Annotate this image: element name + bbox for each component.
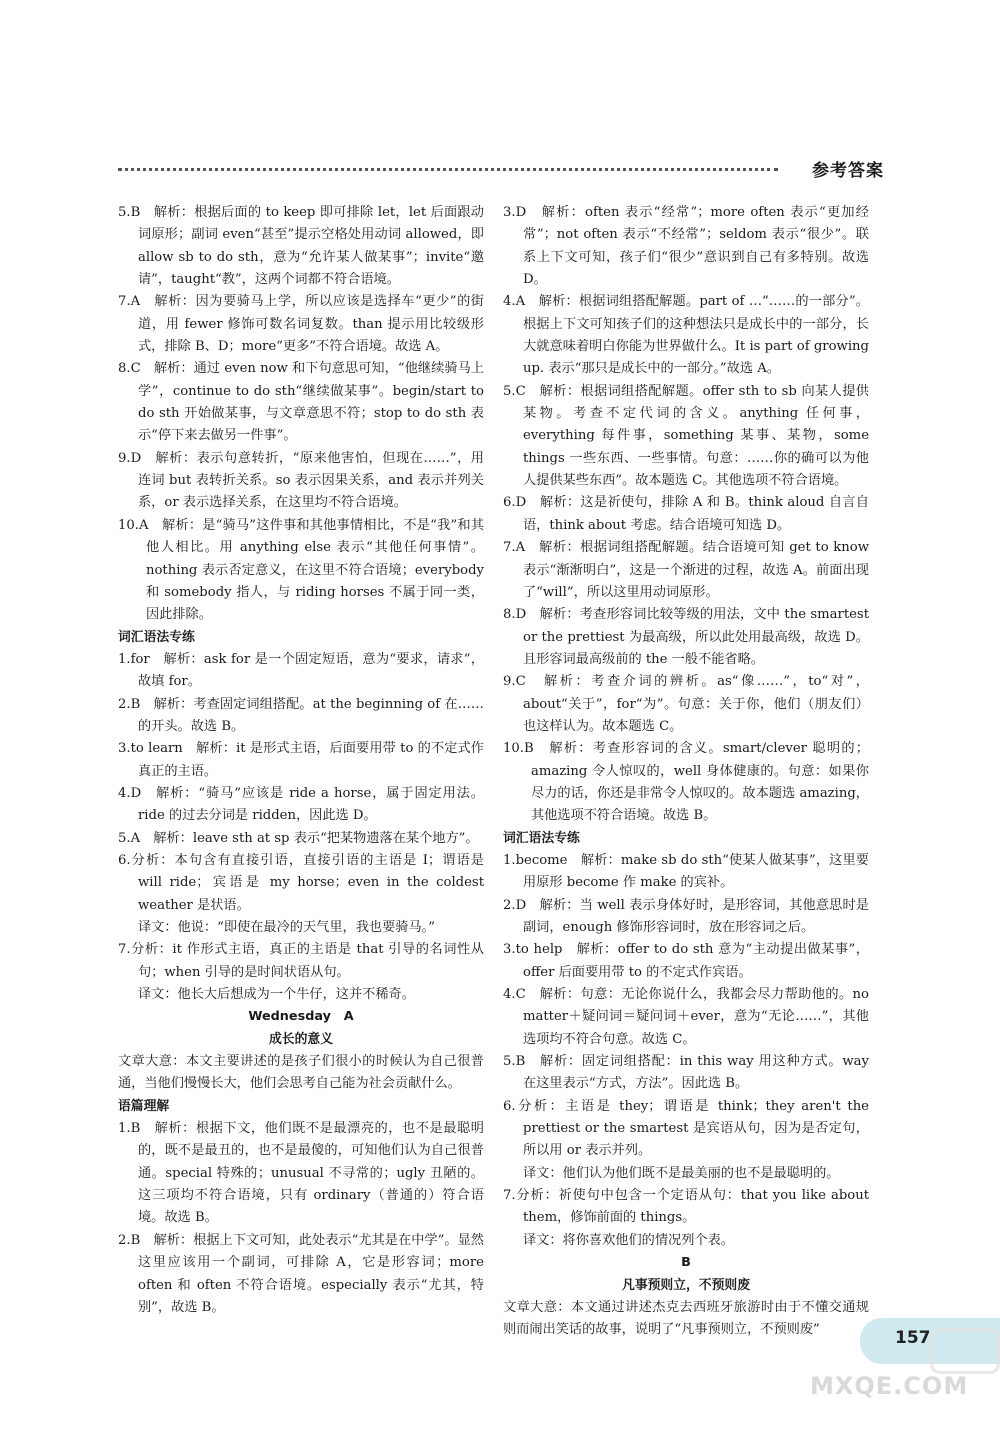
translation-line: 译文：将你喜欢他们的情况列个表。 bbox=[523, 1232, 734, 1248]
answer-entry: 8.C 解析：通过 even now 和下句意思可知，“他继续骑马上学”，continue to do sth“继续做某事”。begin/start to do sth 开始做某事，与文章意思不符；stop to do sth 表示“停下来去做另一件事”。 bbox=[118, 361, 484, 444]
answer-entry: 5.C 解析：根据词组搭配解题。offer sth to sb 向某人提供某物。考查不定代词的含义。anything 任何事，everything 每件事，something 某事、某物，some things 一些东西、一些事情。句意：……你的确可以为他人提供某些东西”。故本题选 C。其他选项不符合语境。 bbox=[503, 383, 869, 489]
answer-entry: 7.分析：祈使句中包含一个定语从句：that you like about them，修饰前面的 things。 bbox=[503, 1188, 869, 1226]
section-title: 参考答案 bbox=[812, 161, 884, 181]
answer-entry: 2.B 解析：根据上下文可知，此处表示“尤其是在中学”。显然这里应该用一个副词，可排除 A，它是形容词；more often 和 often 不符合语境。especially 表示“尤其，特别”，故选 B。 bbox=[118, 1232, 484, 1315]
translation-line: 译文：他说：“即使在最冷的天气里，我也要骑马。” bbox=[138, 920, 436, 935]
answer-entry: 3.D 解析：often 表示“经常”；more often 表示“更加经常”；not often 表示“不经常”；seldom 表示“很少”。联系上下文可知，孩子们“很少”意识到自己有多特别。故选 D。 bbox=[503, 205, 869, 288]
answer-entry: 6.D 解析：这是祈使句，排除 A 和 B。think aloud 自言自语，think about 考虑。结合语境可知选 D。 bbox=[503, 495, 869, 533]
watermark-text: MXQE.COM bbox=[810, 1372, 969, 1400]
answer-entry: 10.A 解析：是“骑马”这件事和其他事情相比，不是“我”和其他人相比。用 anything else 表示“其他任何事情”。nothing 表示否定意义，在这里不符合语境；everybody 和 somebody 指人，与 riding horses 不属于同一类，因此排除。 bbox=[118, 517, 484, 623]
passage-heading: 凡事预则立，不预则废 bbox=[622, 1277, 750, 1293]
translation-line: 译文：他们认为他们既不是最美丽的也不是最聪明的。 bbox=[523, 1165, 840, 1181]
watermark-logo-icon bbox=[930, 1328, 1000, 1374]
passage-heading: B bbox=[681, 1255, 691, 1271]
answer-entry: 6.分析：主语是 they；谓语是 think；they aren't the prettiest or the smartest 是宾语从句，因为是否定句，所以用 or 表示并列。 bbox=[503, 1098, 869, 1159]
answer-entry: 2.B 解析：考查固定词组搭配。at the beginning of 在……的开头。故选 B。 bbox=[118, 696, 484, 734]
answer-entry: 3.to help 解析：offer to do sth 意为“主动提出做某事”，offer 后面要用带 to 的不定式作宾语。 bbox=[503, 942, 869, 980]
answer-entry: 7.A 解析：因为要骑马上学，所以应该是选择车“更少”的街道，用 fewer 修饰可数名词复数。than 提示用比较级形式，排除 B、D；more“更多”不符合语境。故选 A。 bbox=[118, 294, 484, 355]
answer-entry: 9.C 解析：考查介词的辨析。as“像……”，to“对”，about“关于”，for“为”。句意：关于你，他们（朋友们）也这样认为。故本题选 C。 bbox=[503, 674, 869, 734]
answer-entry: 8.D 解析：考查形容词比较等级的用法，文中 the smartest or the prettiest 为最高级，所以此处用最高级，故选 D。且形容词最高级前的 the 一般不能省略。 bbox=[503, 607, 869, 667]
answer-entry: 7.A 解析：根据词组搭配解题。结合语境可知 get to know 表示“渐渐明白”，这是一个渐进的过程，故选 A。前面出现了“will”，所以这里用动词原形。 bbox=[503, 540, 869, 600]
right-column bbox=[503, 202, 869, 1342]
passage-heading: Wednesday A bbox=[248, 1009, 354, 1025]
answer-entry: 1.become 解析：make sb do sth“使某人做某事”，这里要用原形 become 作 make 的宾补。 bbox=[503, 852, 869, 891]
answer-entry: 3.to learn 解析：it 是形式主语，后面要用带 to 的不定式作真正的主语。 bbox=[118, 741, 484, 779]
passage-heading: 成长的意义 bbox=[269, 1031, 333, 1047]
answer-entry: 10.B 解析：考查形容词的含义。smart/clever 聪明的；amazing 令人惊叹的，well 身体健康的。句意：如果你尽力的话，你还是非常令人惊叹的。故本题选 amazing，其他选项不符合语境。故选 B。 bbox=[503, 741, 869, 824]
answer-entry: 2.D 解析：当 well 表示身体好时，是形容词，其他意思时是副词，enough 修饰形容词时，放在形容词之后。 bbox=[503, 897, 869, 935]
answer-entry: 4.A 解析：根据词组搭配解题。part of …“……的一部分”。根据上下文可知孩子们的这种想法只是成长中的一部分，长大就意味着明白你能为世界做什么。It is part of growing up. 表示“那只是成长中的一部分。”故选 A。 bbox=[503, 294, 869, 377]
left-column bbox=[118, 202, 484, 1319]
answer-entry: 5.B 解析：固定词组搭配：in this way 用这种方式。way 在这里表示“方式，方法”。因此选 B。 bbox=[503, 1054, 869, 1092]
section-heading: 语篇理解 bbox=[118, 1098, 170, 1114]
answer-entry: 1.B 解析：根据下文，他们既不是最漂亮的，也不是最聪明的，既不是最丑的，也不是最傻的，可知他们认为自己很普通。special 特殊的；unusual 不寻常的；ugly 丑陋的。这三项均不符合语境，只有 ordinary（普通的）符合语境。故选 B。 bbox=[118, 1121, 484, 1226]
answer-entry: 1.for 解析：ask for 是一个固定短语，意为“要求，请求”，故填 for。 bbox=[118, 651, 484, 690]
answer-entry: 4.D 解析：“骑马”应该是 ride a horse，属于固定用法。ride 的过去分词是 ridden，因此选 D。 bbox=[118, 785, 484, 824]
answer-entry: 9.D 解析：表示句意转折，“原来他害怕，但现在……”，用连词 but 表转折关系。so 表示因果关系，and 表示并列关系，or 表示选择关系，在这里均不符合语境。 bbox=[118, 450, 484, 511]
answer-entry: 4.C 解析：句意：无论你说什么，我都会尽力帮助他的。no matter＋疑问词＝疑问词＋ever，意为“无论……”，其他选项均不符合句意。故选 C。 bbox=[503, 987, 869, 1047]
answer-entry: 6.分析：本句含有直接引语，直接引语的主语是 I；谓语是 will ride；宾语是 my horse；even in the coldest weather 是状语。 bbox=[118, 852, 484, 913]
answer-entry: 5.B 解析：根据后面的 to keep 即可排除 let，let 后面跟动词原形；副词 even“甚至”提示空格处用动词 allowed，即 allow sb to do sth，意为“允许某人做某事”；invite“邀请”，taught“教”，这两个词都不符合语境。 bbox=[118, 205, 484, 288]
header-dotted-rule bbox=[118, 168, 778, 171]
section-heading: 词汇语法专练 bbox=[118, 629, 195, 645]
summary-text: 文章大意：本文主要讲述的是孩子们很小的时候认为自己很普通，当他们慢慢长大，他们会思考自己能为社会贡献什么。 bbox=[118, 1054, 484, 1092]
summary-text: 文章大意：本文通过讲述杰克去西班牙旅游时由于不懂交通规则而闹出笑话的故事，说明了“凡事预则立，不预则废” bbox=[503, 1299, 869, 1338]
section-heading: 词汇语法专练 bbox=[503, 830, 580, 846]
answer-entry: 7.分析：it 作形式主语，真正的主语是 that 引导的名词性从句；when 引导的是时间状语从句。 bbox=[118, 942, 484, 980]
page-number: 157 bbox=[895, 1328, 931, 1348]
translation-line: 译文：他长大后想成为一个牛仔，这并不稀奇。 bbox=[138, 987, 415, 1003]
answer-entry: 5.A 解析：leave sth at sp 表示“把某物遗落在某个地方”。 bbox=[118, 830, 479, 846]
